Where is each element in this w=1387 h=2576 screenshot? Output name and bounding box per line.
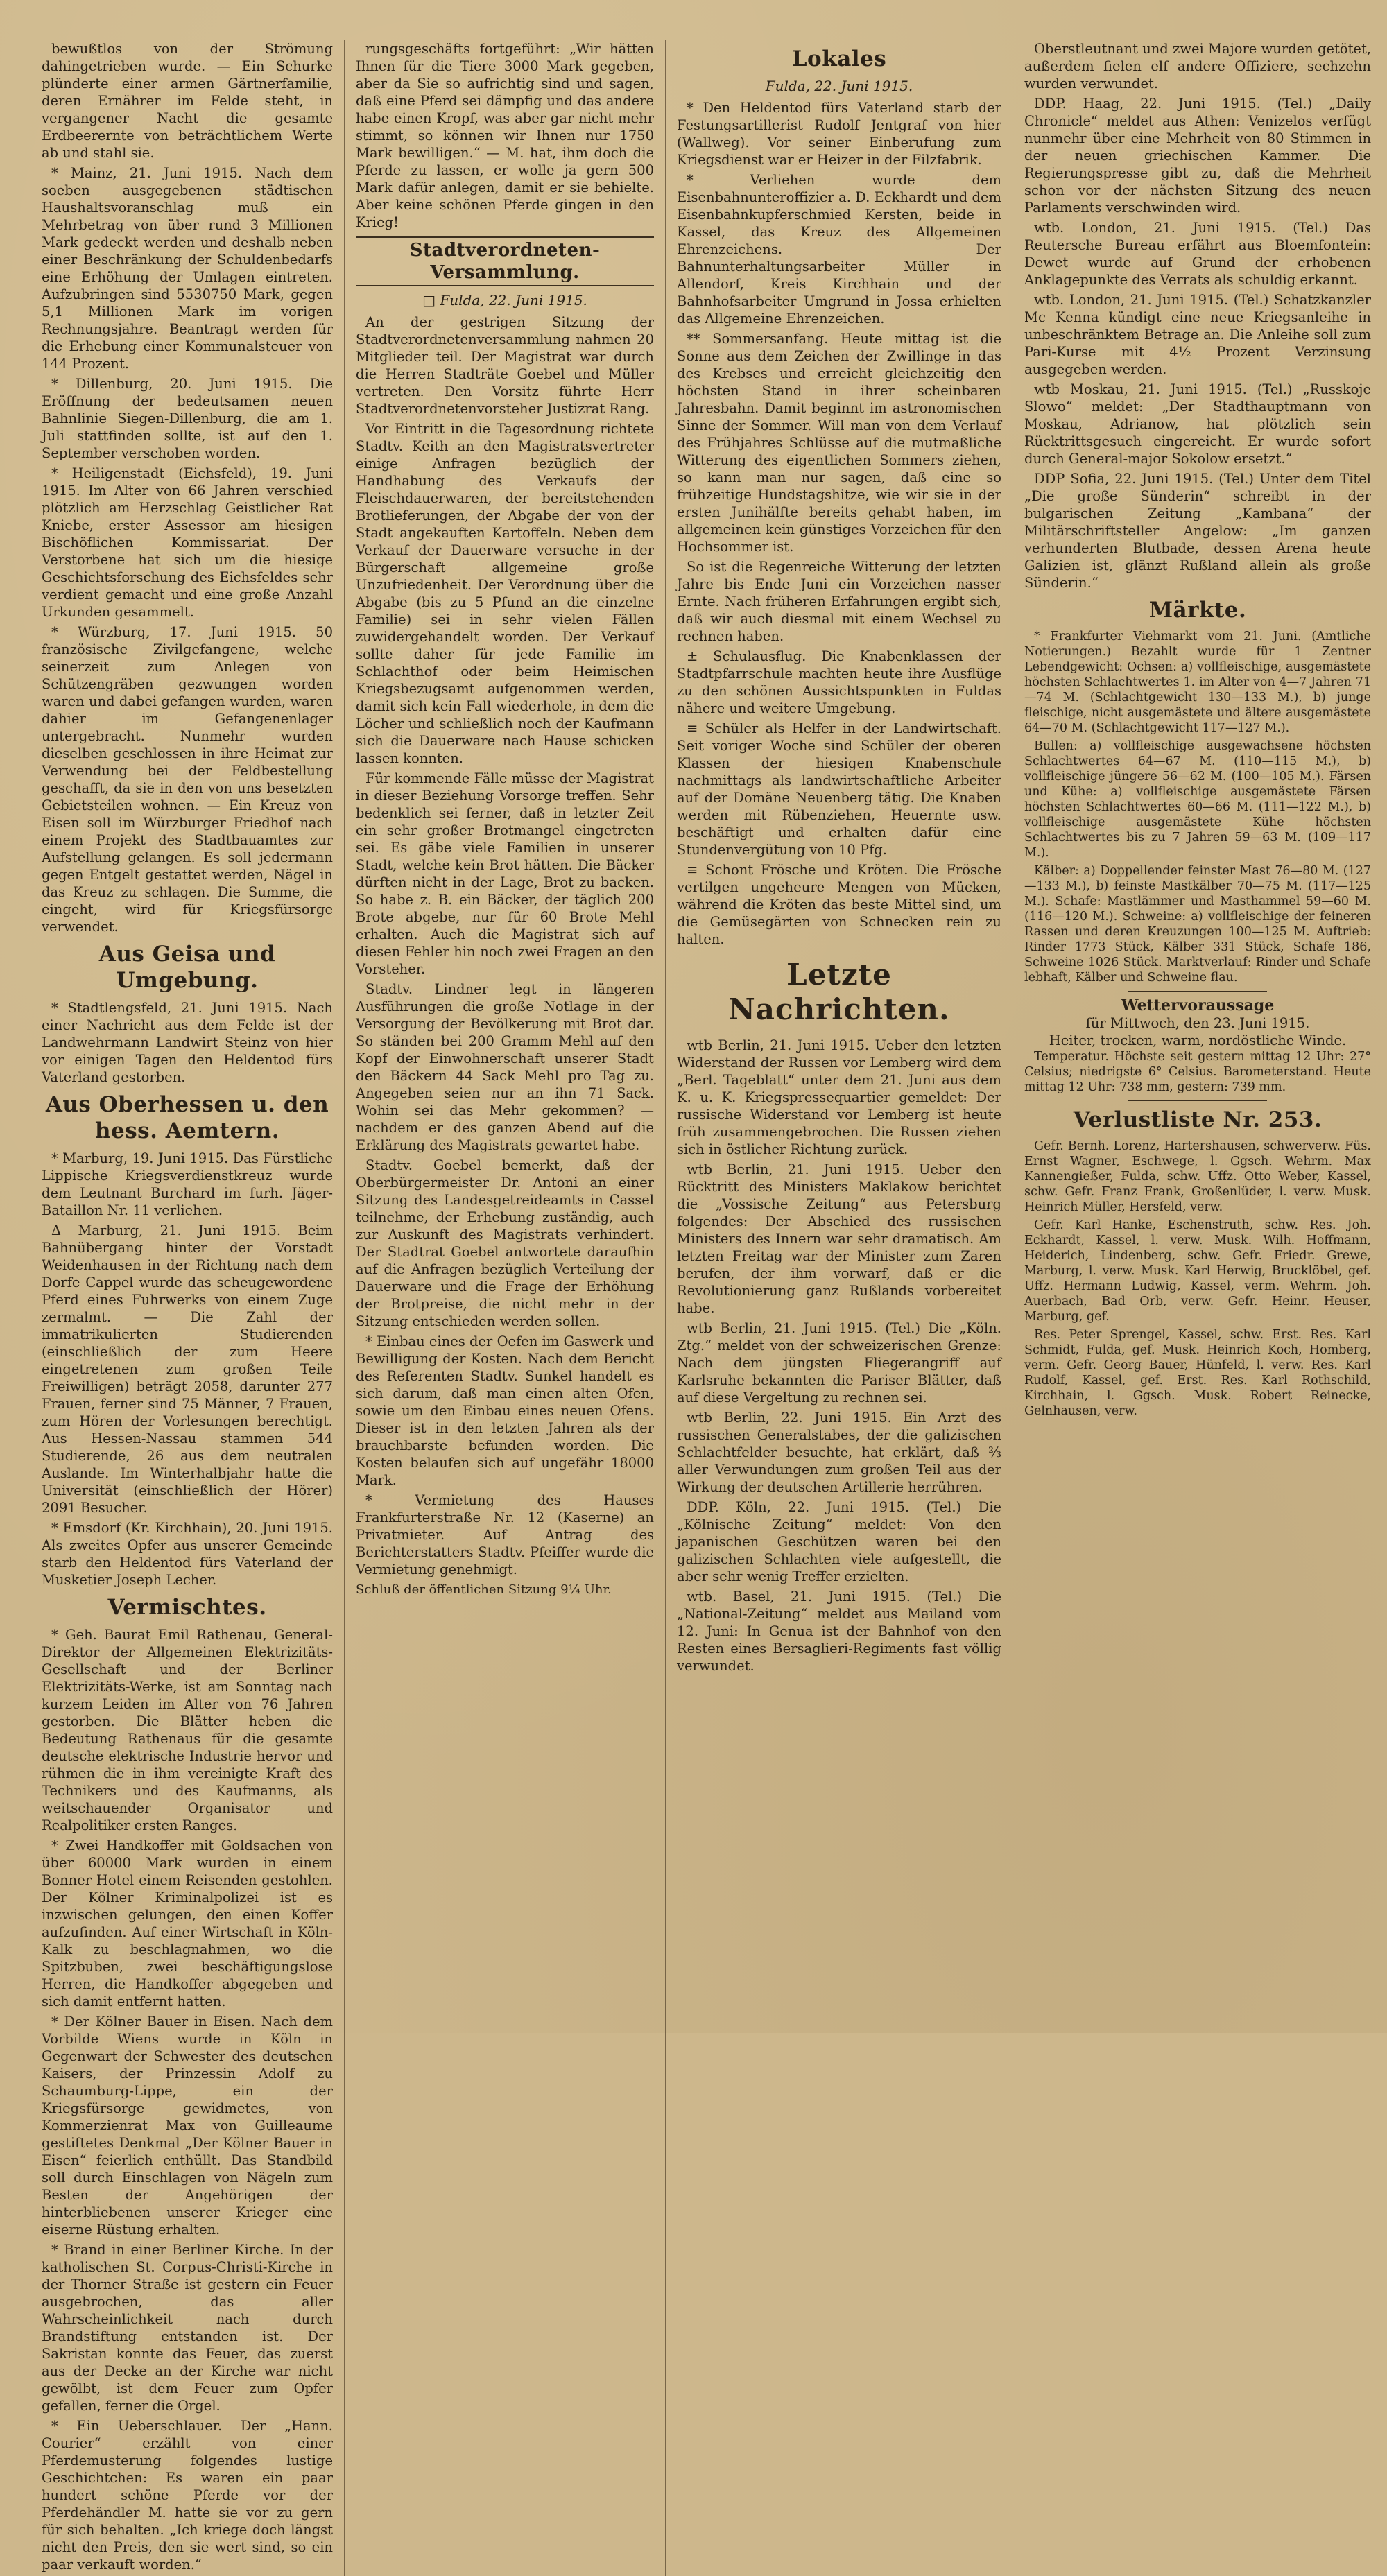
article-paragraph: wtb Berlin, 21. Juni 1915. (Tel.) Die „Köln. Ztg.“ meldet von der schweizerischen Grenze: Nach dem jüngsten Fliegerangriff auf Karlsruhe bekannten die Pariser Blätter, daß auf diese Vergeltung zu rechnen sei. <box>677 1320 1001 1406</box>
article-paragraph: * Zwei Handkoffer mit Goldsachen von über 60000 Mark wurden in einem Bonner Hotel einem Reisenden gestohlen. Der Kölner Kriminalpolizei ist es inzwischen gelungen, den einen Koffer aufzufinden. Auf einer Wirtschaft in Köln-Kalk zu beschlagnahmen, wo die Spitzbuben, zwei beschäftigungslose Herren, die Handkoffer abgegeben und sich damit entfernt hatten. <box>42 1838 333 2009</box>
article-paragraph: wtb Berlin, 21. Juni 1915. Ueber den Rücktritt des Ministers Maklakow berichtet die „Vossische Zeitung“ aus Petersburg folgendes: Der Abschied des russischen Ministers des Innern war sehr dramatisch. Am letzten Freitag war der Minister zum Zaren berufen, der ihm vorwarf, daß er die Revolutionierung ganz Rußlands vorbereitet habe. <box>677 1161 1001 1316</box>
article-paragraph: * Würzburg, 17. Juni 1915. 50 französische Zivilgefangene, welche seinerzeit zum Anlegen von Schützengräben gezwungen worden waren und dabei gefangen wurden, waren dahier im Gefangenenlager untergebracht. Nunmehr wurden dieselben geschlossen in ihre Heimat zur Verwendung bei der Feldbestellung geschafft, da sie in den von uns besetzten Gebietsteilen wohnen. — Ein Kreuz von Eisen soll im Würzburger Friedhof nach einem Projekt des Stadtbauamtes zur Aufstellung gelangen. Es soll jedermann gegen Entgelt gestattet werden, Nägel in das Kreuz zu schlagen. Die Summe, die eingeht, wird für Kriegsfürsorge verwendet. <box>42 624 333 935</box>
column-rule <box>344 40 345 2576</box>
article-paragraph: wtb. London, 21. Juni 1915. (Tel.) Das Reutersche Bureau erfährt aus Bloemfontein: Dewet wurde auf Grund der erhobenen Anklagepunkte des Verrats als schuldig erkannt. <box>1024 220 1371 288</box>
article-paragraph: So ist die Regenreiche Witterung der letzten Jahre bis Ende Juni ein Vorzeichen nasser Ernte. Nach früheren Erfahrungen ergibt sich, daß wir auch diesmal mit einem Wechsel zu rechnen haben. <box>677 559 1001 644</box>
column-1 <box>42 40 333 2576</box>
closing-note: Schluß der öffentlichen Sitzung 9¼ Uhr. <box>356 1582 612 1597</box>
article-paragraph: ≡ Schüler als Helfer in der Landwirtschaft. Seit voriger Woche sind Schüler der oberen Klassen der hiesigen Knabenschule nachmittags als landwirtschaftliche Arbeiter auf der Domäne Neuenberg tätig. Die Knaben werden mit Rübenziehen, Heuernte usw. beschäftigt und erhalten dafür eine Stundenvergütung von 10 Pfg. <box>677 720 1001 858</box>
section-heading-oberhessen: Aus Oberhessen u. den hess. Aemtern. <box>45 1092 329 1143</box>
article-paragraph: An der gestrigen Sitzung der Stadtverordnetenversammlung nahmen 20 Mitglieder teil. Der Magistrat war durch die Herren Stadträte Goebel und Müller vertreten. Den Vorsitz führte Herr Stadtverordnetenvorsteher Justizrat Rang. <box>356 314 654 417</box>
article-paragraph: * Emsdorf (Kr. Kirchhain), 20. Juni 1915. Als zweites Opfer aus unserer Gemeinde starb den Heldentod fürs Vaterland der Musketier Joseph Lecher. <box>42 1520 333 1588</box>
article-paragraph: * Ein Ueberschlauer. Der „Hann. Courier“ erzählt von einer Pferdemusterung folgendes lustige Geschichtchen: Es waren ein paar hundert schöne Pferde vor der Pferdehändler M. hatte sie vor zu gern für sich behalten. „Ich kriege doch längst nicht den Preis, den sie wert sind, so ein paar verkauft worden.“ <box>42 2418 333 2573</box>
section-heading-lokales: Lokales <box>791 46 887 71</box>
article-paragraph: wtb. London, 21. Juni 1915. (Tel.) Schatzkanzler Mc Kenna kündigt eine neue Kriegsanleihe in unbeschränktem Betrage an. Die Anleihe soll zum Pari-Kurse mit 4½ Prozent Verzinsung ausgegeben werden. <box>1024 292 1371 377</box>
weather-title: Wettervoraussage <box>1121 996 1275 1014</box>
article-paragraph: rungsgeschäfts fortgeführt: „Wir hätten Ihnen für die Tiere 3000 Mark gegeben, aber da Sie so aufrichtig sind und sagen, daß eine Pferd sei dämpfig und das andere habe einen Kropf, was aber gar nicht mehr stimmt, so können wir Ihnen nur 1750 Mark bewilligen.“ — M. hat, ihm doch die Pferde zu lassen, er wolle ja gern 500 Mark dafür anlegen, damit er sie behielte. Aber keine schönen Pferde gingen in den Krieg! <box>356 41 654 230</box>
article-paragraph: * Vermietung des Hauses Frankfurterstraße Nr. 12 (Kaserne) an Privatmieter. Auf Antrag des Berichterstatters Stadtv. Pfeiffer wurde die Vermietung genehmigt. <box>356 1492 654 1577</box>
article-paragraph: * Einbau eines der Oefen im Gaswerk und Bewilligung der Kosten. Nach dem Bericht des Referenten Stadtv. Sunkel handelt es sich darum, daß man einen alten Ofen, sowie um den Einbau eines neuen Ofens. Dieser ist in den letzten Jahren als der brauchbarste befunden worden. Die Kosten belaufen sich auf ungefähr 18000 Mark. <box>356 1333 654 1488</box>
article-paragraph: ± Schulausflug. Die Knabenklassen der Stadtpfarrschule machten heute ihre Ausflüge zu den schönen Aussichtspunkten in Fuldas nähere und weitere Umgebung. <box>677 648 1001 716</box>
article-paragraph: Gefr. Bernh. Lorenz, Hartershausen, schwerverw. Füs. Ernst Wagner, Eschwege, l. Ggsch. Wehrm. Max Kannengießer, Fulda, schw. Uffz. Otto Weber, Kassel, schw. Gefr. Franz Frank, Großenlüder, l. verw. Musk. Heinrich Müller, Hersfeld, verw. <box>1024 1139 1371 1214</box>
separator-rule <box>1128 991 1267 992</box>
article-paragraph: wtb Berlin, 21. Juni 1915. Ueber den letzten Widerstand der Russen vor Lemberg wird dem „Berl. Tageblatt“ unter dem 21. Juni aus dem K. u. K. Kriegspressequartier gemeldet: Der russische Widerstand vor Lemberg ist heute früh zusammengebrochen. Die Russen ziehen sich in östlicher Richtung zurück. <box>677 1037 1001 1157</box>
article-paragraph: Stadtv. Goebel bemerkt, daß der Oberbürgermeister Dr. Antoni an einer Sitzung des Landesgetreideamts in Cassel teilnehme, der Erhebung zuständig, auch zur Auskunft des Magistrats verhindert. Der Stadtrat Goebel antwortete daraufhin auf die Anfragen bezüglich Verteilung der Dauerware und die Frage der Erhöhung der Brotpreise, die nicht mehr in der Sitzung entschieden werden sollen. <box>356 1157 654 1329</box>
article-paragraph: * Brand in einer Berliner Kirche. In der katholischen St. Corpus-Christi-Kirche in der Thorner Straße ist gestern ein Feuer ausgebrochen, das aller Wahrscheinlichkeit nach durch Brandstiftung entstanden ist. Der Sakristan konnte das Feuer, das zuerst aus der Decke an der Kirche war nicht gewölbt, ist dem Feuer zum Opfer gefallen, ferner die Orgel. <box>42 2242 333 2414</box>
section-heading-stadtverordneten: Stadtverordneten-Versammlung. <box>356 236 654 286</box>
article-paragraph: * Den Heldentod fürs Vaterland starb der Festungsartillerist Rudolf Jentgraf von hier (Wallweg). Vor seiner Einberufung zum Kriegsdienst war er Heizer in der Filzfabrik. <box>677 100 1001 168</box>
article-paragraph: * Geh. Baurat Emil Rathenau, General-Direktor der Allgemeinen Elektrizitäts-Gesellschaft und der Berliner Elektrizitäts-Werke, ist am Sonntag nach kurzem Leiden im Alter von 76 Jahren gestorben. Die Blätter heben die Bedeutung Rathenaus für die gesamte deutsche elektrische Industrie hervor und rühmen die in ihm vereinigte Kraft des Technikers und des Kaufmanns, als weitschauender Organisator und Realpolitiker ersten Ranges. <box>42 1627 333 1833</box>
column-3 <box>677 40 1001 2576</box>
article-paragraph: Für kommende Fälle müsse der Magistrat in dieser Beziehung Vorsorge treffen. Sehr bedenklich sei ferner, daß in letzter Zeit ein sehr großer Brotmangel eingetreten sei. Es gäbe viele Familien in unserer Stadt, welche kein Brot hätten. Die Bäcker dürften nicht in der Lage, Brot zu backen. So habe z. B. ein Bäcker, der täglich 200 Brote abgebe, nur für 60 Brote Mehl erhalten. Auch die Magistrat sich auf diesen Fehler hin noch zwei Fragen an den Vorsteher. <box>356 770 654 977</box>
column-rule <box>665 40 666 2576</box>
separator-rule <box>1128 1100 1267 1101</box>
dateline: Fulda, 22. Juni 1915. <box>765 78 913 94</box>
article-paragraph: wtb Moskau, 21. Juni 1915. (Tel.) „Russkoje Slowo“ meldet: „Der Stadthauptmann von Moskau, Adrianow, hat plötzlich sein Rücktrittsgesuch eingereicht. Er wurde sofort durch General-major Sokolow ersetzt.“ <box>1024 381 1371 467</box>
column-4 <box>1024 40 1371 2576</box>
weather-subtitle: für Mittwoch, den 23. Juni 1915. <box>1085 1015 1310 1031</box>
article-paragraph: Temperatur. Höchste seit gestern mittag 12 Uhr: 27° Celsius; niedrigste 6° Celsius. Barometerstand. Heute mittag 12 Uhr: 738 mm, gestern: 739 mm. <box>1024 1050 1371 1094</box>
article-paragraph: Kälber: a) Doppellender feinster Mast 76—80 M. (127—133 M.), b) feinste Mastkälber 70—75 M. (117—125 M.). Schafe: Mastlämmer und Masthammel 59—60 M. (116—120 M.). Schweine: a) vollfleischige der feineren Rassen und deren Kreuzungen 100—125 M. Auftrieb: Rinder 1773 Stück, Kälber 331 Stück, Schafe 186, Schweine 1026 Stück. Marktverlauf: Rinder und Schafe lebhaft, Kälber und Schweine flau. <box>1024 864 1371 985</box>
article-paragraph: * Dillenburg, 20. Juni 1915. Die Eröffnung der bedeutsamen neuen Bahnlinie Siegen-Dillenburg, die am 1. Juli stattfinden sollte, ist auf den 1. September verschoben worden. <box>42 376 333 461</box>
article-paragraph: * Stadtlengsfeld, 21. Juni 1915. Nach einer Nachricht aus dem Felde ist der Landwehrmann Landwirt Steinz von hier vor einigen Tagen den Heldentod fürs Vaterland gestorben. <box>42 1000 333 1085</box>
article-paragraph: DDP. Haag, 22. Juni 1915. (Tel.) „Daily Chronicle“ meldet aus Athen: Venizelos verfügt nunmehr über eine Mehrheit von 80 Stimmen in der neuen griechischen Kammer. Die Regierungspresse gibt zu, daß die Mehrheit schon vor der nächsten Sitzung des neuen Parlaments verschwinden wird. <box>1024 96 1371 216</box>
article-paragraph: Bullen: a) vollfleischige ausgewachsene höchsten Schlachtwertes 64—67 M. (110—115 M.), b) vollfleischige jüngere 56—62 M. (100—105 M.). Färsen und Kühe: a) vollfleischige ausgemästete Färsen höchsten Schlachtwertes 60—66 M. (111—122 M.), b) vollfleischige ausgemästete Kühe höchsten Schlachtwertes bis zu 7 Jahren 59—63 M. (109—117 M.). <box>1024 739 1371 860</box>
article-paragraph: Res. Peter Sprengel, Kassel, schw. Erst. Res. Karl Schmidt, Fulda, gef. Musk. Heinrich Koch, Homberg, verm. Gefr. Georg Bauer, Hünfeld, l. verw. Res. Karl Rudolf, Kassel, gef. Erst. Res. Karl Rothschild, Kirchhain, l. Ggsch. Musk. Robert Reinecke, Gelnhausen, verw. <box>1024 1328 1371 1418</box>
article-paragraph: * Der Kölner Bauer in Eisen. Nach dem Vorbilde Wiens wurde in Köln in Gegenwart der Schwester des deutschen Kaisers, der Prinzessin Adolf zu Schaumburg-Lippe, ein der Kriegsfürsorge gewidmetes, von Kommerzienrat Max von Guilleaume gestiftetes Denkmal „Der Kölner Bauer in Eisen“ feierlich enthüllt. Das Standbild soll durch Einschlagen von Nägeln zum Besten der Angehörigen der hinterbliebenen unserer Krieger eine eiserne Rüstung erhalten. <box>42 2014 333 2238</box>
article-paragraph: Oberstleutnant und zwei Majore wurden getötet, außerdem fielen elf andere Offiziere, sechzehn wurden verwundet. <box>1024 41 1371 92</box>
section-heading-maerkte: Märkte. <box>1148 598 1247 623</box>
article-paragraph: wtb Berlin, 22. Juni 1915. Ein Arzt des russischen Generalstabes, der die galizischen Schlachtfelder besuchte, hat erklärt, daß ⅔ aller Verwundungen zum großen Teil aus der Wirkung der deutschen Artillerie herrühren. <box>677 1410 1001 1495</box>
article-paragraph: DDP. Köln, 22. Juni 1915. (Tel.) Die „Kölnische Zeitung“ meldet: Von den japanischen Geschützen waren bei den galizischen Schlachten viele aufgestellt, die aber sehr wenig Treffer erzielten. <box>677 1499 1001 1584</box>
article-paragraph: DDP Sofia, 22. Juni 1915. (Tel.) Unter dem Titel „Die große Sünderin“ schreibt in der bulgarischen Zeitung „Kambana“ der Militärschriftsteller Angelow: „Im ganzen verhunderten Blutbade, dessen Arena heute Galizien ist, glänzt Rußland allein als große Sünderin.“ <box>1024 471 1371 591</box>
column-2 <box>356 40 654 2576</box>
section-heading-vermischtes: Vermischtes. <box>107 1595 267 1620</box>
article-paragraph: * Verliehen wurde dem Eisenbahnunteroffizier a. D. Eckhardt und dem Eisenbahnkupferschmied Kersten, beide in Kassel, das Kreuz des Allgemeinen Ehrenzeichens. Der Bahnunterhaltungsarbeiter Müller in Allendorf, Kreis Kirchhain und der Bahnhofsarbeiter Umgrund in Jossa erhielten das Allgemeine Ehrenzeichen. <box>677 172 1001 327</box>
article-paragraph: * Frankfurter Viehmarkt vom 21. Juni. (Amtliche Notierungen.) Bezahlt wurde für 1 Zentner Lebendgewicht: Ochsen: a) vollfleischige, ausgemästete höchsten Schlachtwertes 1. im Alter von 4—7 Jahren 71—74 M. (Schlachtgewicht 130—133 M.), b) junge fleischige, nicht ausgemästete und ältere ausgemästete 64—70 M. (Schlachtgewicht 117—127 M.). <box>1024 630 1371 735</box>
columns <box>42 40 1371 2573</box>
section-heading-verlustliste: Verlustliste Nr. 253. <box>1073 1107 1323 1132</box>
article-paragraph: Stadtv. Lindner legt in längeren Ausführungen die große Notlage in der Versorgung der Bevölkerung mit Brot dar. So ständen bei 200 Gramm Mehl auf den Kopf der Einwohnerschaft unserer Stadt den Bäckern 44 Sack Mehl pro Tag zu. Angegeben seien nur an ihn 71 Sack. Wohin sei das Mehr gekommen? — nachdem er des ganzen Abend auf die Erklärung des Magistrats gewartet habe. <box>356 981 654 1153</box>
weather-text: Heiter, trocken, warm, nordöstliche Winde. <box>1049 1032 1347 1048</box>
article-paragraph: Δ Marburg, 21. Juni 1915. Beim Bahnübergang hinter der Vorstadt Weidenhausen in der Richtung nach dem Dorfe Cappel wurde das scheugewordene Pferd eines Fuhrwerks von einem Zuge zermalmt. — Die Zahl der immatrikulierten Studierenden (einschließlich der zum Heere eingetretenen zum großen Teile Freiwilligen) beträgt 2058, darunter 277 Frauen, ferner sind 75 Männer, 7 Frauen, zum Hören der Vorlesungen berechtigt. Aus Hessen-Nassau stammen 544 Studierende, 26 aus dem neutralen Auslande. Im Winterhalbjahr hatte die Universität (einschließlich der Hörer) 2091 Besucher. <box>42 1222 333 1516</box>
article-paragraph: Gefr. Karl Hanke, Eschenstruth, schw. Res. Joh. Eckhardt, Kassel, l. verw. Musk. Wilh. Hoffmann, Heiderich, Lindenberg, schw. Gefr. Friedr. Grewe, Marburg, l. verw. Musk. Karl Herwig, Brucklöbel, gef. Uffz. Hermann Ludwig, Kassel, verm. Wehrm. Joh. Auerbach, Bad Orb, verw. Gefr. Heinr. Heuser, Marburg, gef. <box>1024 1218 1371 1324</box>
article-paragraph: ≡ Schont Frösche und Kröten. Die Frösche vertilgen ungeheure Mengen von Mücken, während die Kröten das beste Mittel sind, um die Gemüsegärten von Schnecken rein zu halten. <box>677 862 1001 947</box>
article-paragraph: Vor Eintritt in die Tagesordnung richtete Stadtv. Keith an den Magistratsvertreter einige Anfragen bezüglich der Handhabung des Verkaufs der Fleischdauerwaren, der bereitstehenden Brotlieferungen, der Abgabe der von der Stadt angekauften Kartoffeln. Neben dem Verkauf der Dauerware versuche in der Bürgerschaft allgemeine große Unzufriedenheit. Der Verordnung über die Abgabe (bis zu 5 Pfund an die einzelne Familie) sei in sehr vielen Fällen zuwidergehandelt worden. Der Verkauf sollte daher für jede Familie im Schlachthof oder beim Heimischen Kriegsbezugsamt aufgenommen werden, damit sich kein Fall wiederhole, in dem die Löcher und schließlich noch der Kaufmann sich die Dauerware nach Hause schicken lassen konnten. <box>356 421 654 766</box>
dateline: □ Fulda, 22. Juni 1915. <box>422 292 587 309</box>
section-heading-geisa: Aus Geisa und Umgebung. <box>98 942 276 993</box>
article-paragraph: ** Sommersanfang. Heute mittag ist die Sonne aus dem Zeichen der Zwillinge in das des Krebses und erreicht gleichzeitig den höchsten Stand in ihrer scheinbaren Jahresbahn. Damit beginnt im astronomischen Sinne der Sommer. Will man von dem Verlauf des Frühjahres Schlüsse auf die mutmaßliche Witterung des eigentlichen Sommers ziehen, so kann man nur sagen, daß eine so frühzeitige Hundstagshitze, wie wir sie in der ersten Junihälfte bereits gehabt haben, im allgemeinen kein günstiges Vorzeichen für den Hochsommer ist. <box>677 331 1001 555</box>
article-paragraph: * Marburg, 19. Juni 1915. Das Fürstliche Lippische Kriegsverdienstkreuz wurde dem Leutnant Burchard im furh. Jäger-Bataillon Nr. 11 verliehen. <box>42 1150 333 1218</box>
section-heading-letzte-nachrichten: Letzte Nachrichten. <box>728 958 950 1026</box>
article-paragraph: * Mainz, 21. Juni 1915. Nach dem soeben ausgegebenen städtischen Haushaltsvoranschlag muß ein Mehrbetrag von über rund 3 Millionen Mark gedeckt werden und deshalb neben einer Beschränkung der Schuldenbedarfs eine Erhöhung der Umlagen eintreten. Aufzubringen sind 5530750 Mark, gegen 5,1 Millionen Mark im vorigen Rechnungsjahre. Beantragt werden für die Erhebung einer Kommunalsteuer von 144 Prozent. <box>42 165 333 372</box>
article-paragraph: wtb. Basel, 21. Juni 1915. (Tel.) Die „National-Zeitung“ meldet aus Mailand vom 12. Juni: In Genua ist der Bahnhof von den Resten eines Bersaglieri-Regiments fast völlig verwundet. <box>677 1589 1001 1674</box>
article-paragraph: bewußtlos von der Strömung dahingetrieben wurde. — Ein Schurke plünderte einer armen Gärtnerfamilie, deren Ernährer im Felde steht, in vergangener Nacht die gesamte Erdbeerernte von beträchtlichem Werte ab und stahl sie. <box>42 41 333 161</box>
weather-box <box>1024 997 1371 1049</box>
article-paragraph: * Heiligenstadt (Eichsfeld), 19. Juni 1915. Im Alter von 66 Jahren verschied plötzlich am Herzschlag Geistlicher Rat Kniebe, erster Assessor am hiesigen Bischöflichen Kommissariat. Der Verstorbene hat sich um die hiesige Geschichtsforschung des Eichsfeldes sehr verdient gemacht und eine große Anzahl Urkunden gesammelt. <box>42 465 333 620</box>
